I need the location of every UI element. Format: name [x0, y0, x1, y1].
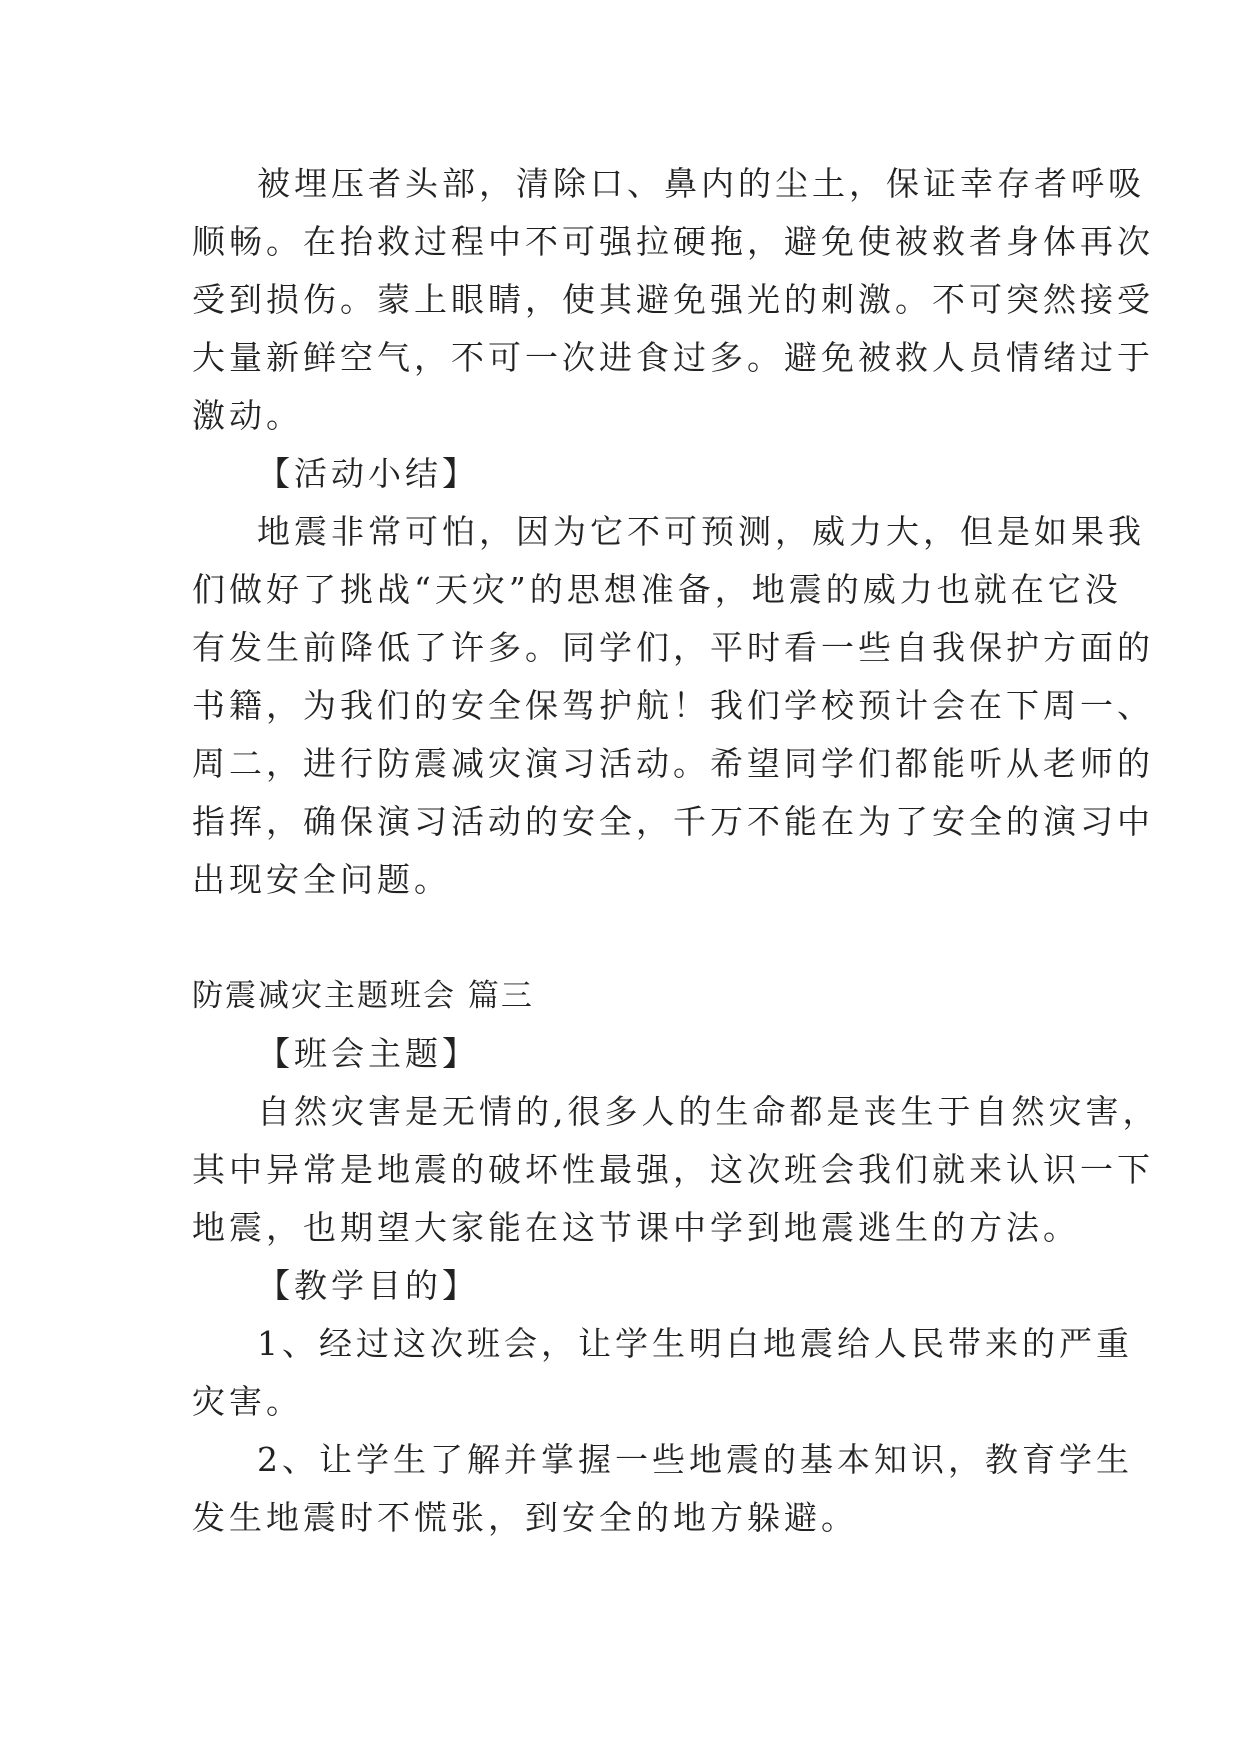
- paragraph-line: 们做好了挑战“天灾”的思想准备，地震的威力也就在它没: [192, 570, 1122, 609]
- paragraph-line: 大量新鲜空气，不可一次进食过多。避免被救人员情绪过于: [192, 338, 1154, 377]
- paragraph-line: 其中异常是地震的破坏性最强，这次班会我们就来认识一下: [192, 1150, 1154, 1189]
- paragraph-line: 周二，进行防震减灾演习活动。希望同学们都能听从老师的: [192, 744, 1154, 783]
- paragraph-line: 出现安全问题。: [192, 860, 451, 899]
- section-label-teaching-goals: 【教学目的】: [257, 1266, 479, 1305]
- paragraph-line: 被埋压者头部，清除口、鼻内的尘土，保证幸存者呼吸: [257, 164, 1145, 203]
- list-item: 2、让学生了解并掌握一些地震的基本知识，教育学生: [257, 1440, 1133, 1479]
- paragraph-line: 顺畅。在抬救过程中不可强拉硬拖，避免使被救者身体再次: [192, 222, 1154, 261]
- paragraph-line: 书籍，为我们的安全保驾护航！我们学校预计会在下周一、: [192, 686, 1154, 725]
- paragraph-line: 地震，也期望大家能在这节课中学到地震逃生的方法。: [192, 1208, 1080, 1247]
- paragraph-line: 地震非常可怕，因为它不可预测，威力大，但是如果我: [257, 512, 1145, 551]
- list-item-continuation: 灾害。: [192, 1382, 303, 1421]
- section-heading: 防震减灾主题班会 篇三: [192, 978, 534, 1014]
- paragraph-line: 激动。: [192, 396, 303, 435]
- section-label-activity-summary: 【活动小结】: [257, 454, 479, 493]
- paragraph-line: 自然灾害是无情的,很多人的生命都是丧生于自然灾害，: [257, 1092, 1160, 1131]
- paragraph-line: 受到损伤。蒙上眼睛，使其避免强光的刺激。不可突然接受: [192, 280, 1154, 319]
- paragraph-line: 指挥，确保演习活动的安全，千万不能在为了安全的演习中: [192, 802, 1154, 841]
- paragraph-line: 有发生前降低了许多。同学们，平时看一些自我保护方面的: [192, 628, 1154, 667]
- section-label-theme: 【班会主题】: [257, 1034, 479, 1073]
- list-item: 1、经过这次班会，让学生明白地震给人民带来的严重: [257, 1324, 1133, 1363]
- list-item-continuation: 发生地震时不慌张，到安全的地方躲避。: [192, 1498, 858, 1537]
